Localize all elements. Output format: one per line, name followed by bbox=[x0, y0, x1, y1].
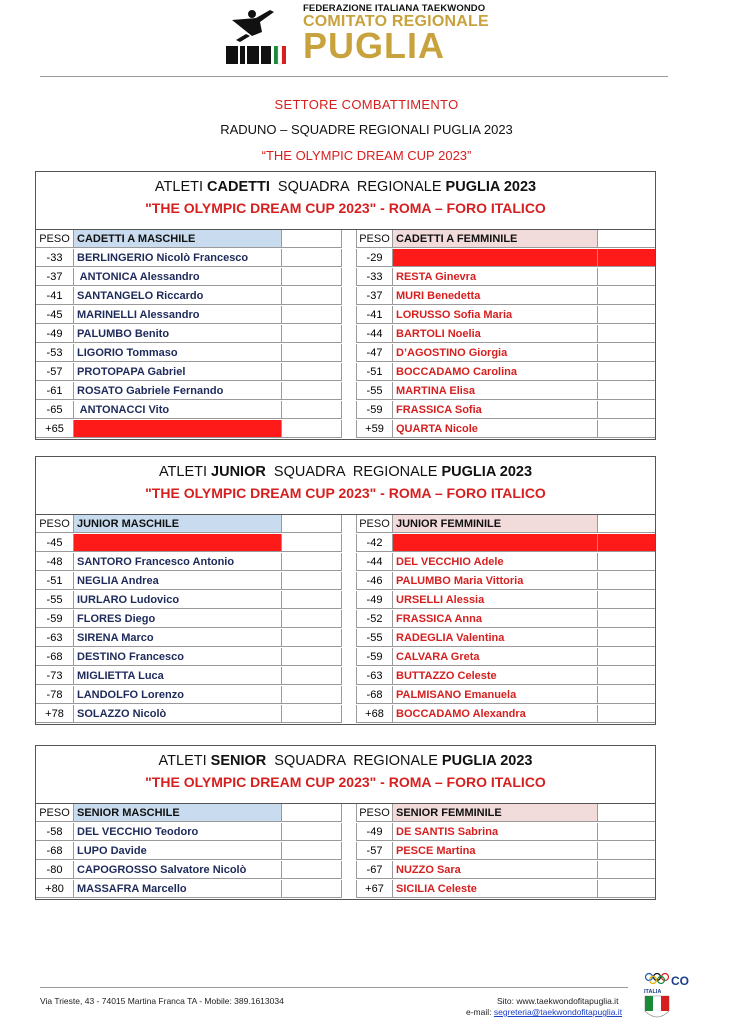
title-prefix: ATLETI bbox=[158, 464, 212, 480]
table-header-row bbox=[36, 804, 655, 823]
female-weight: -51 bbox=[356, 363, 393, 381]
peso-header: PESO bbox=[36, 804, 74, 822]
peso-header: PESO bbox=[356, 515, 393, 533]
section-subtitle: "THE OLYMPIC DREAM CUP 2023" - ROMA – FORO ITALICO bbox=[145, 200, 546, 216]
peso-header: PESO bbox=[356, 804, 393, 822]
male-weight: -68 bbox=[36, 842, 74, 860]
male-athlete: LIGORIO Tommaso bbox=[74, 344, 282, 362]
spacer-cell bbox=[282, 420, 342, 438]
male-weight: -48 bbox=[36, 553, 74, 571]
spacer-cell bbox=[282, 325, 342, 343]
male-athlete: DESTINO Francesco bbox=[74, 648, 282, 666]
spacer-cell bbox=[282, 591, 342, 609]
spacer-cell bbox=[282, 667, 342, 685]
spacer-cell bbox=[282, 861, 342, 879]
spacer-cell bbox=[282, 880, 342, 898]
table-row bbox=[36, 861, 655, 880]
female-weight: -55 bbox=[356, 382, 393, 400]
female-weight: -59 bbox=[356, 648, 393, 666]
settore-title: SETTORE COMBATTIMENTO bbox=[274, 97, 459, 112]
female-athlete: LORUSSO Sofia Maria bbox=[393, 306, 598, 324]
header-divider bbox=[40, 76, 668, 77]
male-weight: -57 bbox=[36, 363, 74, 381]
section-header bbox=[36, 746, 655, 804]
table-row bbox=[36, 420, 655, 439]
female-athlete: BUTTAZZO Celeste bbox=[393, 667, 598, 685]
spacer-cell bbox=[598, 268, 655, 286]
title-region: PUGLIA 2023 bbox=[445, 179, 537, 195]
female-weight: +67 bbox=[356, 880, 393, 898]
female-weight: -33 bbox=[356, 268, 393, 286]
peso-header: PESO bbox=[36, 515, 74, 533]
table-row bbox=[36, 534, 655, 553]
footer-address: Via Trieste, 43 - 74015 Martina Franca TA - Mobile: 389.1613034 bbox=[40, 996, 284, 1006]
table-row bbox=[36, 823, 655, 842]
spacer-cell bbox=[282, 823, 342, 841]
roster-table bbox=[36, 230, 655, 439]
female-athlete: MURI Benedetta bbox=[393, 287, 598, 305]
female-athlete: PALUMBO Maria Vittoria bbox=[393, 572, 598, 590]
section-title bbox=[36, 464, 655, 480]
peso-header: PESO bbox=[36, 230, 74, 248]
spacer-cell bbox=[282, 306, 342, 324]
section-header bbox=[36, 172, 655, 230]
fita-logo-icon bbox=[222, 6, 290, 66]
female-column-header: SENIOR FEMMINILE bbox=[393, 804, 598, 822]
table-row bbox=[36, 880, 655, 899]
cadetti-section bbox=[35, 171, 656, 440]
section-title bbox=[36, 753, 655, 769]
footer-website[interactable]: Sito: www.taekwondofitapuglia.it bbox=[497, 996, 619, 1006]
spacer-cell bbox=[282, 401, 342, 419]
male-weight: -78 bbox=[36, 686, 74, 704]
female-column-header: CADETTI A FEMMINILE bbox=[393, 230, 598, 248]
table-row bbox=[36, 667, 655, 686]
table-row bbox=[36, 705, 655, 724]
male-weight: +65 bbox=[36, 420, 74, 438]
spacer-cell bbox=[598, 249, 655, 267]
female-athlete: FRASSICA Sofia bbox=[393, 401, 598, 419]
comitato-label: COMITATO REGIONALE bbox=[303, 13, 489, 30]
female-athlete: CALVARA Greta bbox=[393, 648, 598, 666]
spacer-cell bbox=[598, 344, 655, 362]
spacer-cell bbox=[282, 686, 342, 704]
federation-name: FEDERAZIONE ITALIANA TAEKWONDO bbox=[303, 3, 486, 14]
svg-text:CO: CO bbox=[671, 974, 689, 988]
female-athlete: FRASSICA Anna bbox=[393, 610, 598, 628]
male-athlete: FLORES Diego bbox=[74, 610, 282, 628]
footer-divider bbox=[40, 987, 628, 988]
spacer-cell bbox=[598, 553, 655, 571]
peso-header: PESO bbox=[356, 230, 393, 248]
male-athlete: BERLINGERIO Nicolò Francesco bbox=[74, 249, 282, 267]
email-link[interactable]: segreteria@taekwondofitapuglia.it bbox=[493, 1007, 623, 1017]
male-athlete: SANTANGELO Riccardo bbox=[74, 287, 282, 305]
title-prefix: ATLETI bbox=[154, 179, 208, 195]
table-row bbox=[36, 610, 655, 629]
male-weight: -68 bbox=[36, 648, 74, 666]
spacer-cell bbox=[282, 344, 342, 362]
female-weight: -67 bbox=[356, 861, 393, 879]
title-region: PUGLIA 2023 bbox=[441, 753, 533, 769]
spacer-cell bbox=[282, 572, 342, 590]
male-column-header: SENIOR MASCHILE bbox=[74, 804, 282, 822]
spacer-cell bbox=[598, 534, 655, 552]
male-athlete: IURLARO Ludovico bbox=[74, 591, 282, 609]
spacer-cell bbox=[598, 382, 655, 400]
roster-table bbox=[36, 515, 655, 724]
male-weight: +80 bbox=[36, 880, 74, 898]
title-middle: SQUADRA REGIONALE bbox=[266, 753, 442, 769]
spacer-cell bbox=[282, 382, 342, 400]
male-athlete: ANTONICA Alessandro bbox=[74, 268, 282, 286]
female-weight: -42 bbox=[356, 534, 393, 552]
spacer-cell bbox=[282, 249, 342, 267]
male-weight: -33 bbox=[36, 249, 74, 267]
male-athlete: MIGLIETTA Luca bbox=[74, 667, 282, 685]
title-middle: SQUADRA REGIONALE bbox=[265, 464, 442, 480]
female-athlete: RADEGLIA Valentina bbox=[393, 629, 598, 647]
spacer-cell bbox=[598, 420, 655, 438]
male-weight: -53 bbox=[36, 344, 74, 362]
table-row bbox=[36, 401, 655, 420]
male-athlete: ROSATO Gabriele Fernando bbox=[74, 382, 282, 400]
table-row bbox=[36, 382, 655, 401]
cup-title: “THE OLYMPIC DREAM CUP 2023” bbox=[261, 148, 472, 163]
vacant-slot bbox=[393, 249, 598, 267]
spacer-cell bbox=[598, 306, 655, 324]
female-weight: +59 bbox=[356, 420, 393, 438]
female-athlete: URSELLI Alessia bbox=[393, 591, 598, 609]
spacer-cell bbox=[598, 610, 655, 628]
male-athlete: PROTOPAPA Gabriel bbox=[74, 363, 282, 381]
title-prefix: ATLETI bbox=[158, 753, 211, 769]
table-row bbox=[36, 249, 655, 268]
female-athlete: DEL VECCHIO Adele bbox=[393, 553, 598, 571]
table-row bbox=[36, 268, 655, 287]
female-athlete: QUARTA Nicole bbox=[393, 420, 598, 438]
male-weight: +78 bbox=[36, 705, 74, 723]
spacer-cell bbox=[598, 230, 655, 248]
female-athlete: SICILIA Celeste bbox=[393, 880, 598, 898]
table-header-row bbox=[36, 230, 655, 249]
female-weight: -49 bbox=[356, 591, 393, 609]
male-weight: -59 bbox=[36, 610, 74, 628]
spacer-cell bbox=[598, 705, 655, 723]
spacer-cell bbox=[282, 648, 342, 666]
table-row bbox=[36, 686, 655, 705]
spacer-cell bbox=[282, 804, 342, 822]
male-weight: -41 bbox=[36, 287, 74, 305]
male-athlete: SIRENA Marco bbox=[74, 629, 282, 647]
female-athlete: D’AGOSTINO Giorgia bbox=[393, 344, 598, 362]
section-subtitle: "THE OLYMPIC DREAM CUP 2023" - ROMA – FORO ITALICO bbox=[145, 774, 546, 790]
spacer-cell bbox=[598, 823, 655, 841]
spacer-cell bbox=[282, 515, 342, 533]
table-row bbox=[36, 344, 655, 363]
female-athlete: NUZZO Sara bbox=[393, 861, 598, 879]
female-athlete: MARTINA Elisa bbox=[393, 382, 598, 400]
junior-section bbox=[35, 456, 656, 725]
male-column-header: CADETTI A MASCHILE bbox=[74, 230, 282, 248]
spacer-cell bbox=[598, 591, 655, 609]
table-row bbox=[36, 842, 655, 861]
female-weight: -52 bbox=[356, 610, 393, 628]
female-weight: -47 bbox=[356, 344, 393, 362]
male-weight: -61 bbox=[36, 382, 74, 400]
title-region: PUGLIA 2023 bbox=[441, 464, 533, 480]
section-header bbox=[36, 457, 655, 515]
spacer-cell bbox=[598, 363, 655, 381]
spacer-cell bbox=[598, 401, 655, 419]
spacer-cell bbox=[282, 842, 342, 860]
female-weight: -44 bbox=[356, 325, 393, 343]
female-athlete: BOCCADAMO Alexandra bbox=[393, 705, 598, 723]
male-weight: -45 bbox=[36, 534, 74, 552]
male-weight: -45 bbox=[36, 306, 74, 324]
spacer-cell bbox=[282, 705, 342, 723]
spacer-cell bbox=[598, 515, 655, 533]
table-row bbox=[36, 629, 655, 648]
female-athlete: DE SANTIS Sabrina bbox=[393, 823, 598, 841]
spacer-cell bbox=[598, 686, 655, 704]
table-row bbox=[36, 591, 655, 610]
male-athlete: LANDOLFO Lorenzo bbox=[74, 686, 282, 704]
spacer-cell bbox=[282, 230, 342, 248]
spacer-cell bbox=[282, 610, 342, 628]
female-weight: -55 bbox=[356, 629, 393, 647]
spacer-cell bbox=[598, 287, 655, 305]
female-weight: -68 bbox=[356, 686, 393, 704]
coni-logo-icon bbox=[640, 969, 689, 1024]
section-subtitle: "THE OLYMPIC DREAM CUP 2023" - ROMA – FORO ITALICO bbox=[145, 485, 546, 501]
female-column-header: JUNIOR FEMMINILE bbox=[393, 515, 598, 533]
table-header-row bbox=[36, 515, 655, 534]
male-weight: -80 bbox=[36, 861, 74, 879]
spacer-cell bbox=[598, 804, 655, 822]
footer-email bbox=[466, 1007, 622, 1017]
male-weight: -65 bbox=[36, 401, 74, 419]
region-logo-text: PUGLIA bbox=[303, 25, 446, 66]
male-athlete: SANTORO Francesco Antonio bbox=[74, 553, 282, 571]
spacer-cell bbox=[282, 534, 342, 552]
female-weight: -49 bbox=[356, 823, 393, 841]
title-category: CADETTI bbox=[207, 179, 270, 195]
spacer-cell bbox=[598, 325, 655, 343]
male-weight: -55 bbox=[36, 591, 74, 609]
letterhead bbox=[0, 0, 683, 72]
female-weight: +68 bbox=[356, 705, 393, 723]
spacer-cell bbox=[598, 648, 655, 666]
spacer-cell bbox=[282, 363, 342, 381]
table-row bbox=[36, 325, 655, 344]
female-weight: -44 bbox=[356, 553, 393, 571]
table-row bbox=[36, 363, 655, 382]
spacer-cell bbox=[598, 842, 655, 860]
spacer-cell bbox=[598, 861, 655, 879]
male-weight: -49 bbox=[36, 325, 74, 343]
male-weight: -51 bbox=[36, 572, 74, 590]
female-weight: -29 bbox=[356, 249, 393, 267]
female-athlete: PESCE Martina bbox=[393, 842, 598, 860]
female-weight: -63 bbox=[356, 667, 393, 685]
male-athlete: ANTONACCI Vito bbox=[74, 401, 282, 419]
spacer-cell bbox=[282, 629, 342, 647]
male-column-header: JUNIOR MASCHILE bbox=[74, 515, 282, 533]
spacer-cell bbox=[598, 667, 655, 685]
senior-section bbox=[35, 745, 656, 900]
svg-text:ITALIA: ITALIA bbox=[644, 989, 662, 995]
table-row bbox=[36, 553, 655, 572]
spacer-cell bbox=[598, 880, 655, 898]
male-athlete: MARINELLI Alessandro bbox=[74, 306, 282, 324]
female-athlete: BOCCADAMO Carolina bbox=[393, 363, 598, 381]
section-title bbox=[36, 179, 655, 195]
table-row bbox=[36, 306, 655, 325]
female-athlete: PALMISANO Emanuela bbox=[393, 686, 598, 704]
roster-table bbox=[36, 804, 655, 899]
male-athlete: SOLAZZO Nicolò bbox=[74, 705, 282, 723]
male-athlete: LUPO Davide bbox=[74, 842, 282, 860]
male-weight: -63 bbox=[36, 629, 74, 647]
female-weight: -41 bbox=[356, 306, 393, 324]
vacant-slot bbox=[74, 420, 282, 438]
male-weight: -37 bbox=[36, 268, 74, 286]
vacant-slot bbox=[74, 534, 282, 552]
male-athlete: DEL VECCHIO Teodoro bbox=[74, 823, 282, 841]
spacer-cell bbox=[282, 287, 342, 305]
spacer-cell bbox=[598, 629, 655, 647]
female-athlete: BARTOLI Noelia bbox=[393, 325, 598, 343]
female-weight: -46 bbox=[356, 572, 393, 590]
table-row bbox=[36, 648, 655, 667]
male-athlete: MASSAFRA Marcello bbox=[74, 880, 282, 898]
male-weight: -58 bbox=[36, 823, 74, 841]
table-row bbox=[36, 572, 655, 591]
spacer-cell bbox=[598, 572, 655, 590]
female-weight: -57 bbox=[356, 842, 393, 860]
email-label: e-mail: bbox=[466, 1007, 494, 1017]
vacant-slot bbox=[393, 534, 598, 552]
female-weight: -37 bbox=[356, 287, 393, 305]
spacer-cell bbox=[282, 553, 342, 571]
table-row bbox=[36, 287, 655, 306]
title-category: SENIOR bbox=[210, 753, 267, 769]
male-weight: -73 bbox=[36, 667, 74, 685]
title-category: JUNIOR bbox=[211, 464, 266, 480]
female-weight: -59 bbox=[356, 401, 393, 419]
male-athlete: PALUMBO Benito bbox=[74, 325, 282, 343]
raduno-title: RADUNO – SQUADRE REGIONALI PUGLIA 2023 bbox=[220, 122, 513, 137]
female-athlete: RESTA Ginevra bbox=[393, 268, 598, 286]
title-middle: SQUADRA REGIONALE bbox=[269, 179, 446, 195]
male-athlete: CAPOGROSSO Salvatore Nicolò bbox=[74, 861, 282, 879]
spacer-cell bbox=[282, 268, 342, 286]
male-athlete: NEGLIA Andrea bbox=[74, 572, 282, 590]
